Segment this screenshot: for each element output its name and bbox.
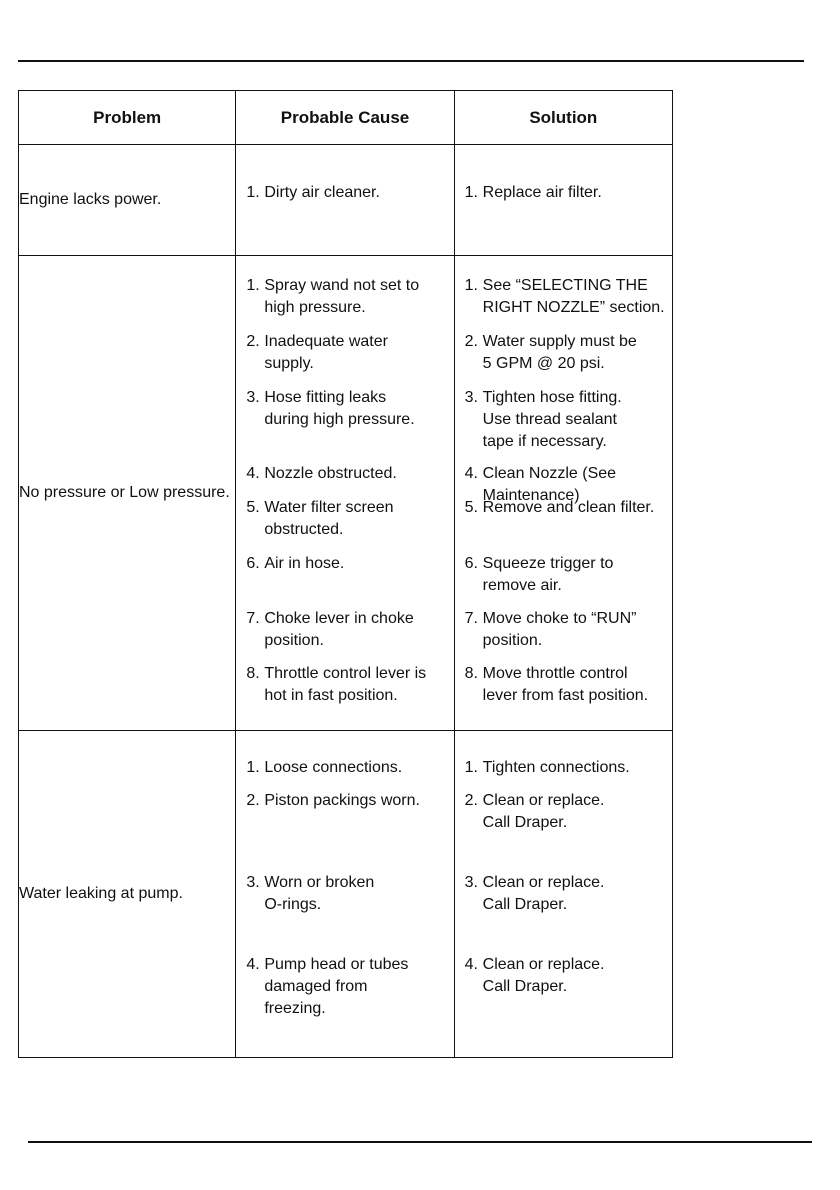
- solution-cell: [454, 731, 672, 1058]
- table-row: [19, 145, 673, 256]
- item-text: [483, 387, 666, 453]
- item-text: [483, 331, 666, 375]
- item-line: Maintenance): [482, 487, 580, 504]
- item-number: 3.: [464, 389, 478, 406]
- item-line: Call Draper.: [482, 896, 568, 913]
- table-row: [19, 256, 673, 731]
- list-item: [246, 182, 447, 204]
- item-line: Use thread sealant: [482, 411, 617, 428]
- item-line: RIGHT NOZZLE” section.: [482, 299, 665, 316]
- item-line: high pressure.: [264, 299, 366, 316]
- table-row: [19, 731, 673, 1058]
- item-text: [483, 497, 666, 519]
- item-line: Replace air filter.: [482, 184, 602, 201]
- item-line: Hose fitting leaks: [264, 389, 387, 406]
- troubleshooting-table: [18, 90, 673, 1058]
- list-item: [246, 663, 447, 707]
- solution-cell: [454, 256, 672, 731]
- item-text: [264, 497, 447, 541]
- item-number: 2.: [464, 792, 478, 809]
- item-text: [264, 790, 447, 812]
- list-item: [246, 757, 447, 779]
- item-number: 4.: [246, 956, 260, 973]
- item-line: Pump head or tubes: [264, 956, 409, 973]
- item-line: See “SELECTING THE: [482, 277, 648, 294]
- item-number: 1.: [246, 759, 260, 776]
- item-number: 7.: [464, 610, 478, 627]
- item-line: Call Draper.: [482, 978, 568, 995]
- item-text: [264, 608, 447, 652]
- item-line: Move choke to “RUN”: [482, 610, 637, 627]
- item-number: 1.: [246, 184, 260, 201]
- list-item: [465, 790, 666, 834]
- item-line: hot in fast position.: [264, 687, 398, 704]
- item-number: 4.: [246, 465, 260, 482]
- item-line: Air in hose.: [264, 555, 345, 572]
- item-line: Spray wand not set to: [264, 277, 420, 294]
- item-number: 1.: [464, 184, 478, 201]
- item-line: Worn or broken: [264, 874, 375, 891]
- item-text: [483, 182, 666, 204]
- item-number: 2.: [246, 792, 260, 809]
- list-item: [246, 463, 447, 485]
- problem-cell: Engine lacks power.: [19, 145, 236, 256]
- item-line: Move throttle control: [482, 665, 628, 682]
- item-text: [264, 954, 447, 1020]
- item-text: [483, 663, 666, 707]
- list-item: [246, 275, 447, 319]
- item-number: 2.: [464, 333, 478, 350]
- top-rule: [18, 60, 804, 62]
- item-number: 5.: [464, 499, 478, 516]
- list-item: [246, 497, 447, 541]
- item-line: position.: [264, 632, 324, 649]
- list-item: [465, 608, 666, 652]
- item-number: 1.: [246, 277, 260, 294]
- item-text: [264, 757, 447, 779]
- item-number: 3.: [246, 874, 260, 891]
- item-line: damaged from: [264, 978, 368, 995]
- item-number: 1.: [464, 759, 478, 776]
- list-item: [465, 275, 666, 319]
- item-text: [264, 872, 447, 916]
- item-number: 5.: [246, 499, 260, 516]
- list-item: [465, 182, 666, 204]
- item-number: 3.: [464, 874, 478, 891]
- item-line: Clean or replace.: [482, 956, 605, 973]
- item-number: 7.: [246, 610, 260, 627]
- item-text: [264, 553, 447, 575]
- item-line: Inadequate water: [264, 333, 388, 350]
- list-item: [246, 954, 447, 1020]
- item-line: Piston packings worn.: [264, 792, 420, 809]
- bottom-rule: [28, 1141, 812, 1143]
- item-line: Loose connections.: [264, 759, 403, 776]
- item-text: [483, 954, 666, 998]
- item-text: [264, 275, 447, 319]
- item-text: [483, 872, 666, 916]
- item-text: [483, 757, 666, 779]
- item-text: [264, 663, 447, 707]
- item-line: Throttle control lever is: [264, 665, 427, 682]
- item-text: [483, 275, 666, 319]
- item-line: remove air.: [482, 577, 562, 594]
- list-item: [465, 757, 666, 779]
- item-text: [264, 463, 447, 485]
- list-item: [246, 790, 447, 812]
- item-line: Clean or replace.: [482, 874, 605, 891]
- header-probable-cause: Probable Cause: [236, 91, 454, 145]
- list-item: [246, 872, 447, 916]
- item-line: obstructed.: [264, 521, 344, 538]
- cause-cell: [236, 256, 454, 731]
- item-number: 8.: [464, 665, 478, 682]
- item-line: 5 GPM @ 20 psi.: [482, 355, 605, 372]
- item-line: during high pressure.: [264, 411, 415, 428]
- item-text: [264, 387, 447, 431]
- problem-cell: Water leaking at pump.: [19, 731, 236, 1058]
- item-line: Tighten connections.: [482, 759, 630, 776]
- header-solution: Solution: [454, 91, 672, 145]
- item-line: Call Draper.: [482, 814, 568, 831]
- item-number: 8.: [246, 665, 260, 682]
- list-item: [465, 954, 666, 998]
- item-line: Nozzle obstructed.: [264, 465, 397, 482]
- item-line: Clean or replace.: [482, 792, 605, 809]
- item-line: supply.: [264, 355, 314, 372]
- item-line: Dirty air cleaner.: [264, 184, 380, 201]
- list-item: [465, 663, 666, 707]
- item-line: Squeeze trigger to: [482, 555, 614, 572]
- item-line: Water supply must be: [482, 333, 637, 350]
- item-text: [264, 182, 447, 204]
- item-text: [483, 790, 666, 834]
- header-problem: Problem: [19, 91, 236, 145]
- header-row: [19, 91, 673, 145]
- item-number: 6.: [464, 555, 478, 572]
- list-item: [465, 387, 666, 453]
- list-item: [465, 497, 666, 519]
- item-number: 2.: [246, 333, 260, 350]
- item-line: tape if necessary.: [482, 433, 607, 450]
- item-line: Remove and clean filter.: [482, 499, 655, 516]
- list-item: [246, 608, 447, 652]
- item-line: O-rings.: [264, 896, 322, 913]
- list-item: [465, 872, 666, 916]
- item-line: Clean Nozzle (See: [482, 465, 617, 482]
- item-number: 4.: [464, 465, 478, 482]
- list-item: [246, 331, 447, 375]
- item-line: Water filter screen: [264, 499, 394, 516]
- item-number: 1.: [464, 277, 478, 294]
- solution-cell: [454, 145, 672, 256]
- item-text: [264, 331, 447, 375]
- cause-cell: [236, 731, 454, 1058]
- item-line: position.: [482, 632, 543, 649]
- item-line: Tighten hose fitting.: [482, 389, 622, 406]
- item-line: Choke lever in choke: [264, 610, 414, 627]
- item-text: [483, 608, 666, 652]
- item-number: 4.: [464, 956, 478, 973]
- list-item: [246, 553, 447, 575]
- cause-cell: [236, 145, 454, 256]
- item-line: lever from fast position.: [482, 687, 649, 704]
- item-text: [483, 553, 666, 597]
- list-item: [465, 331, 666, 375]
- item-number: 6.: [246, 555, 260, 572]
- item-number: 3.: [246, 389, 260, 406]
- item-line: freezing.: [264, 1000, 326, 1017]
- list-item: [246, 387, 447, 431]
- list-item: [465, 553, 666, 597]
- problem-cell: No pressure or Low pressure.: [19, 256, 236, 731]
